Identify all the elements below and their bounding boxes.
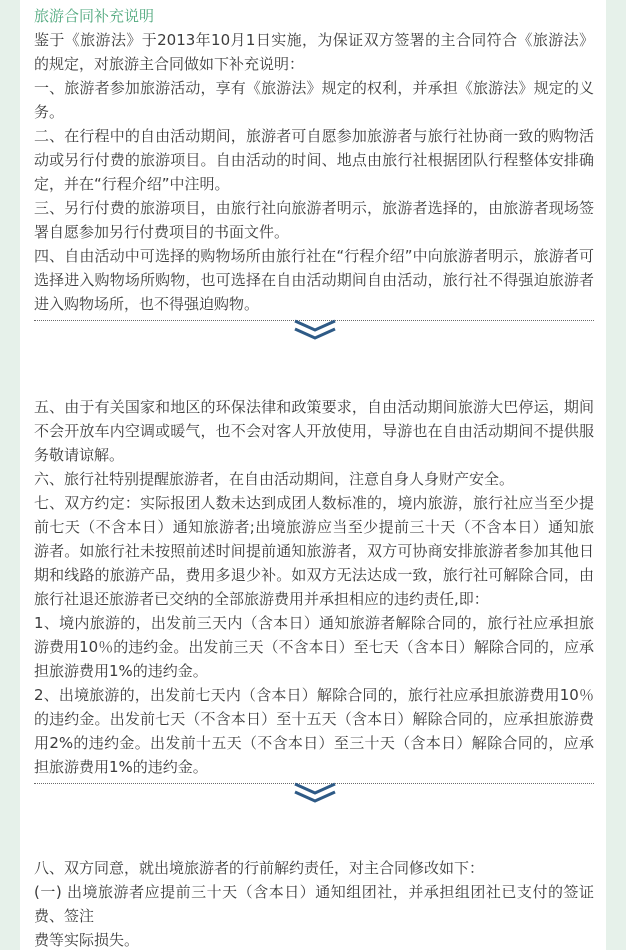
right-border: [606, 0, 626, 950]
paragraph: 六、旅行社特别提醒旅游者，在自由活动期间，注意自身人身财产安全。: [34, 470, 515, 488]
paragraph: 三、另行付费的旅游项目，由旅行社向旅游者明示，旅游者选择的，由旅游者现场签署自愿参加另行付费项目的书面文件。: [34, 199, 594, 241]
section-gap: [34, 348, 594, 395]
paragraph: 1、境内旅游的，出发前三天内（含本日）通知旅游者解除合同的，旅行社应承担旅游费用10％的违约金。出发前三天（不含本日）至七天（含本日）解除合同的，应承担旅游费用1%的违约金。: [34, 614, 594, 680]
double-chevron-down-icon: [292, 318, 338, 342]
paragraph: 鉴于《旅游法》于2013年10月1日实施，为保证双方签署的主合同符合《旅游法》的规定，对旅游主合同做如下补充说明：: [34, 31, 594, 73]
paragraph: 七、双方约定：实际报团人数未达到成团人数标准的，境内旅游，旅行社应当至少提前七天（不含本日）通知旅游者;出境旅游应当至少提前三十天（不含本日）通知旅游者。如旅行社未按照前述时间提前通知旅游者，双方可协商安排旅游者参加其他日期和线路的旅游产品，费用多退少补。如双方无法达成一致，旅行社可解除合同，由旅行社退还旅游者已交纳的全部旅游费用并承担相应的违约责任,即：: [34, 494, 594, 608]
section-1: [34, 28, 594, 316]
paragraph: 一、旅游者参加旅游活动，享有《旅游法》规定的权利，并承担《旅游法》规定的义务。: [34, 79, 594, 121]
paragraph: 费等实际损失。: [34, 931, 140, 949]
paragraph: 二、在行程中的自由活动期间，旅游者可自愿参加旅游者与旅行社协商一致的购物活动或另行付费的旅游项目。自由活动的时间、地点由旅行社根据团队行程整体安排确定，并在“行程介绍”中注明。: [34, 127, 594, 193]
paragraph: 八、双方同意，就出境旅游者的行前解约责任，对主合同修改如下：: [34, 859, 485, 877]
paragraph: 五、由于有关国家和地区的环保法律和政策要求，自由活动期间旅游大巴停运，期间不会开放车内空调或暖气，也不会对客人开放使用，导游也在自由活动期间不提供服务敬请谅解。: [34, 398, 594, 464]
paragraph: (一) 出境旅游者应提前三十天（含本日）通知组团社，并承担组团社已支付的签证费、签注: [34, 883, 594, 925]
section-3: [34, 856, 594, 950]
document-content: [34, 4, 594, 950]
double-chevron-down-icon: [292, 781, 338, 805]
section-2: [34, 395, 594, 779]
section-divider: [34, 783, 594, 811]
document-title: 旅游合同补充说明: [34, 7, 155, 25]
left-border: [0, 0, 20, 950]
paragraph: 2、出境旅游的，出发前七天内（含本日）解除合同的，旅行社应承担旅游费用10％的违约金。出发前七天（不含本日）至十五天（含本日）解除合同的，应承担旅游费用2%的违约金。出发前十五天（不含本日）至三十天（含本日）解除合同的，应承担旅游费用1%的违约金。: [34, 686, 594, 776]
section-gap: [34, 811, 594, 856]
section-divider: [34, 320, 594, 348]
paragraph: 四、自由活动中可选择的购物场所由旅行社在“行程介绍”中向旅游者明示，旅游者可选择进入购物场所购物，也可选择在自由活动期间自由活动，旅行社不得强迫旅游者进入购物场所，也不得强迫购物。: [34, 247, 594, 313]
